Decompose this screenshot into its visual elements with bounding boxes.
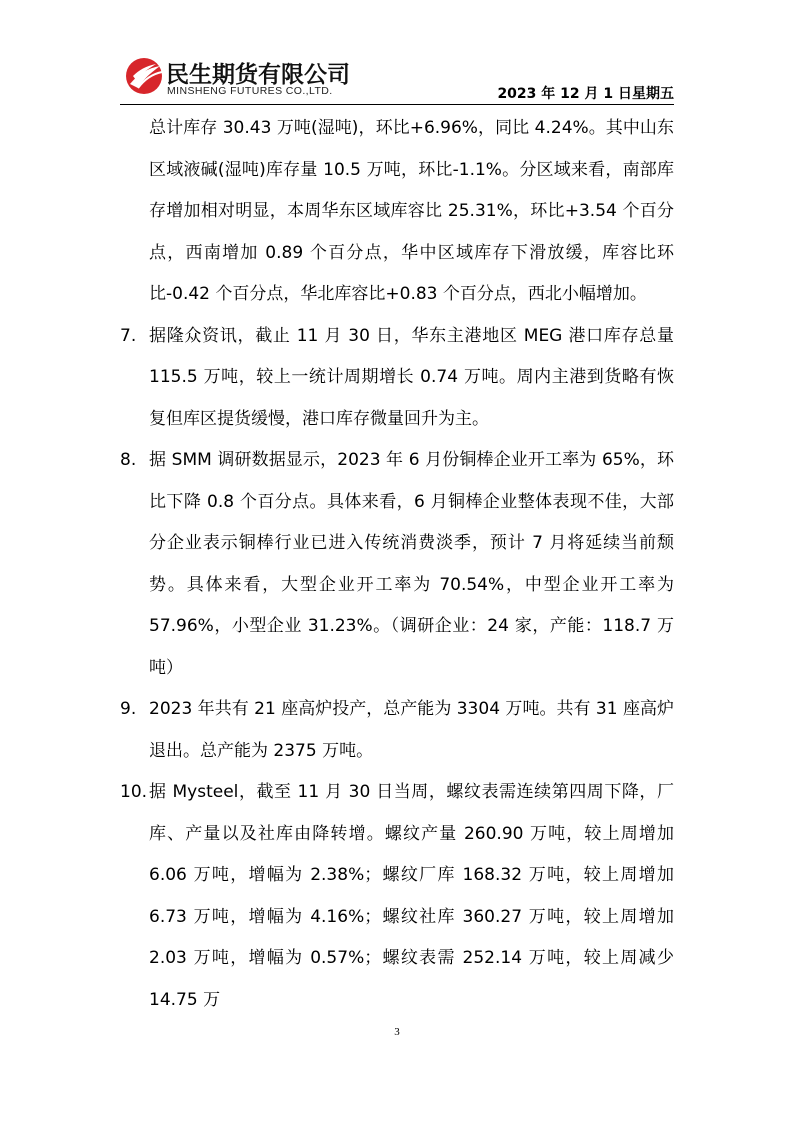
item-number: 9. — [120, 699, 137, 719]
page-number: 3 — [394, 1026, 400, 1038]
item-text: 2023 年共有 21 座高炉投产，总产能为 3304 万吨。共有 31 座高炉退出。总产能为 2375 万吨。 — [149, 699, 674, 761]
item-text: 据 SMM 调研数据显示，2023 年 6 月份铜棒企业开工率为 65%，环比下降 0.8 个百分点。具体来看，6 月铜棒企业整体表现不佳，大部分企业表示铜棒行业已进入传统消费淡季，预计 7 月将延续当前颓势。具体来看，大型企业开工率为 70.54%，中型企业开工率为 57.96%，小型企业 31.23%。（调研企业：24 家，产能：118.7 万吨） — [149, 450, 674, 678]
list-item-10 — [120, 772, 674, 1021]
company-name-cn: 民生期货有限公司 — [166, 62, 350, 88]
list-item-9 — [120, 689, 674, 772]
list-item-7 — [120, 316, 674, 441]
item-number: 10. — [120, 782, 148, 802]
page-header — [120, 50, 674, 106]
report-body — [120, 108, 674, 1021]
item-number: 7. — [120, 325, 137, 346]
list-item-8 — [120, 440, 674, 689]
item-text: 据 Mysteel，截至 11 月 30 日当周，螺纹表需连续第四周下降，厂库、产量以及社库由降转增。螺纹产量 260.90 万吨，较上周增加 6.06 万吨，增幅为 2.38%；螺纹厂库 168.32 万吨，较上周增加 6.73 万吨，增幅为 4.16%；螺纹社库 360.27 万吨，较上周增加 2.03 万吨，增幅为 0.57%；螺纹表需 252.14 万吨，较上周减少 14.75 万 — [149, 782, 674, 1010]
item-number: 8. — [120, 450, 137, 470]
report-date: 2023 年 12 月 1 日星期五 — [497, 86, 674, 102]
minsheng-logo-icon — [124, 56, 164, 96]
continued-paragraph: 总计库存 30.43 万吨(湿吨)，环比+6.96%，同比 4.24%。其中山东区域液碱(湿吨)库存量 10.5 万吨，环比-1.1%。分区域来看，南部库存增加相对明显，本周华东区域库容比 25.31%，环比+3.54 个百分点，西南增加 0.89 个百分点，华中区域库存下滑放缓，库容比环比-0.42 个百分点，华北库容比+0.83 个百分点，西北小幅增加。 — [149, 118, 674, 304]
item-text: 据隆众资讯，截止 11 月 30 日，华东主港地区 MEG 港口库存总量 115.5 万吨，较上一统计周期增长 0.74 万吨。周内主港到货略有恢复但库区提货缓慢，港口库存微量回升为主。 — [149, 325, 674, 429]
company-logo — [120, 50, 370, 102]
header-divider — [120, 104, 674, 105]
company-name-en: MINSHENG FUTURES CO.,LTD. — [167, 85, 333, 97]
